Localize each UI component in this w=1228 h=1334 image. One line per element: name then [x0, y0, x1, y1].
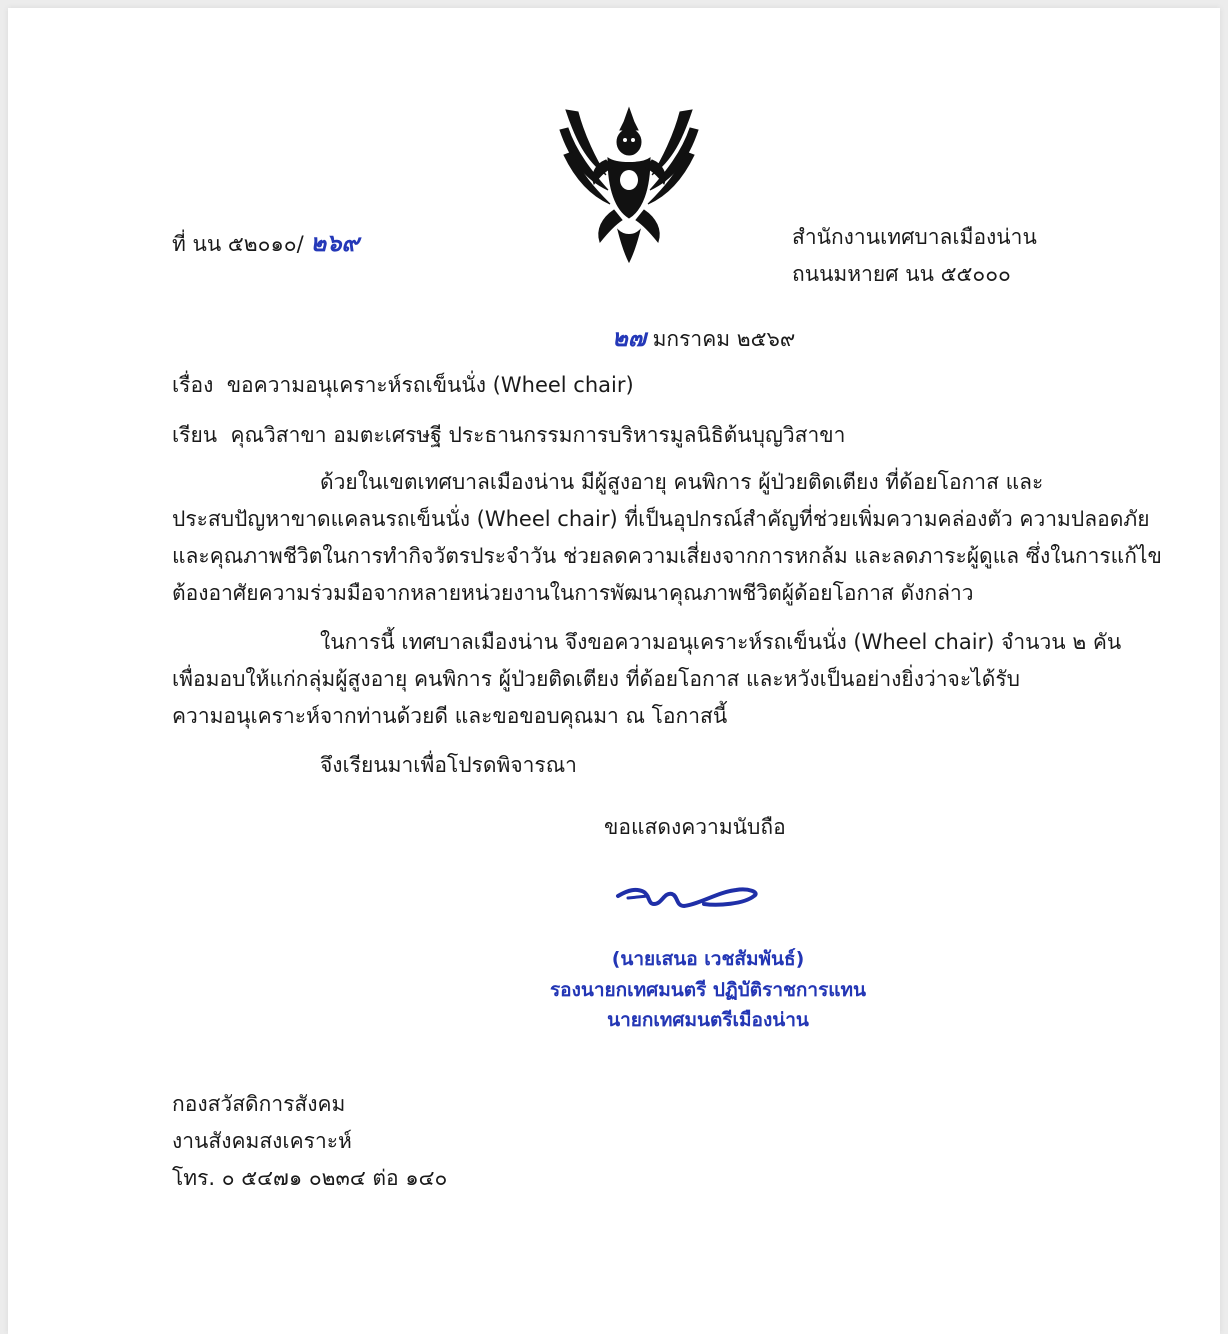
reference-handwritten-number: ๒๖๙: [310, 229, 360, 257]
recipient-text: คุณวิสาขา อมตะเศรษฐี ประธานกรรมการบริหารมูลนิธิต้นบุญวิสาขา: [230, 423, 846, 447]
paragraph-2-line-3: ความอนุเคราะห์จากท่านด้วยดี และขอขอบคุณมา ณ โอกาสนี้: [172, 704, 728, 728]
letter-date: [612, 318, 795, 357]
footer-phone: โทร. ๐ ๕๔๗๑ ๐๒๓๔ ต่อ ๑๔๐: [172, 1166, 448, 1190]
reference-number: [172, 223, 359, 262]
closing-salutation: ขอแสดงความนับถือ: [604, 815, 786, 839]
recipient-label: เรียน: [172, 423, 218, 447]
subject-text: ขอความอนุเคราะห์รถเข็นนั่ง (Wheel chair): [226, 373, 634, 397]
letter-page: [8, 8, 1220, 1334]
footer-section: งานสังคมสงเคราะห์: [172, 1129, 352, 1153]
subject-line: [172, 369, 634, 402]
garuda-emblem-icon: [556, 100, 702, 264]
paragraph-1-line-4: ต้องอาศัยความร่วมมือจากหลายหน่วยงานในการพัฒนาคุณภาพชีวิตผู้ด้อยโอกาส ดังกล่าว: [172, 581, 974, 605]
office-name: สำนักงานเทศบาลเมืองน่าน: [792, 225, 1037, 249]
closing-request: จึงเรียนมาเพื่อโปรดพิจารณา: [320, 753, 577, 777]
footer-division: กองสวัสดิการสังคม: [172, 1092, 346, 1116]
office-address: ถนนมหายศ นน ๕๕๐๐๐: [792, 262, 1011, 286]
paragraph-1-line-3: และคุณภาพชีวิตในการทำกิจวัตรประจำวัน ช่วยลดความเสี่ยงจากการหกล้ม และลดภาระผู้ดูแล ซึ่งในการแก้ไข: [172, 544, 1162, 568]
recipient-line: [172, 419, 845, 452]
handwritten-signature: [614, 878, 764, 918]
date-day-handwritten: ๒๗: [612, 324, 646, 352]
signer-title-2: นายกเทศมนตรีเมืองน่าน: [607, 1009, 809, 1031]
paragraph-2-line-2: เพื่อมอบให้แก่กลุ่มผู้สูงอายุ คนพิการ ผู้ป่วยติดเตียง ที่ด้อยโอกาส และหวังเป็นอย่างยิ่งว่าจะได้รับ: [172, 667, 1020, 691]
reference-prefix: ที่ นน ๕๒๐๑๐/: [172, 232, 304, 256]
date-month-year: มกราคม ๒๕๖๙: [652, 327, 796, 351]
subject-label: เรื่อง: [172, 373, 214, 397]
paragraph-1-line-2: ประสบปัญหาขาดแคลนรถเข็นนั่ง (Wheel chair) ที่เป็นอุปกรณ์สำคัญที่ช่วยเพิ่มความคล่องตัว ความปลอดภัย: [172, 507, 1150, 531]
paragraph-2-line-1: ในการนี้ เทศบาลเมืองน่าน จึงขอความอนุเคราะห์รถเข็นนั่ง (Wheel chair) จำนวน ๒ คัน: [320, 630, 1122, 654]
paragraph-1-line-1: ด้วยในเขตเทศบาลเมืองน่าน มีผู้สูงอายุ คนพิการ ผู้ป่วยติดเตียง ที่ด้อยโอกาส และ: [320, 470, 1044, 494]
signer-title-1: รองนายกเทศมนตรี ปฏิบัติราชการแทน: [549, 979, 867, 1001]
signer-name: (นายเสนอ เวชสัมพันธ์): [611, 948, 805, 970]
